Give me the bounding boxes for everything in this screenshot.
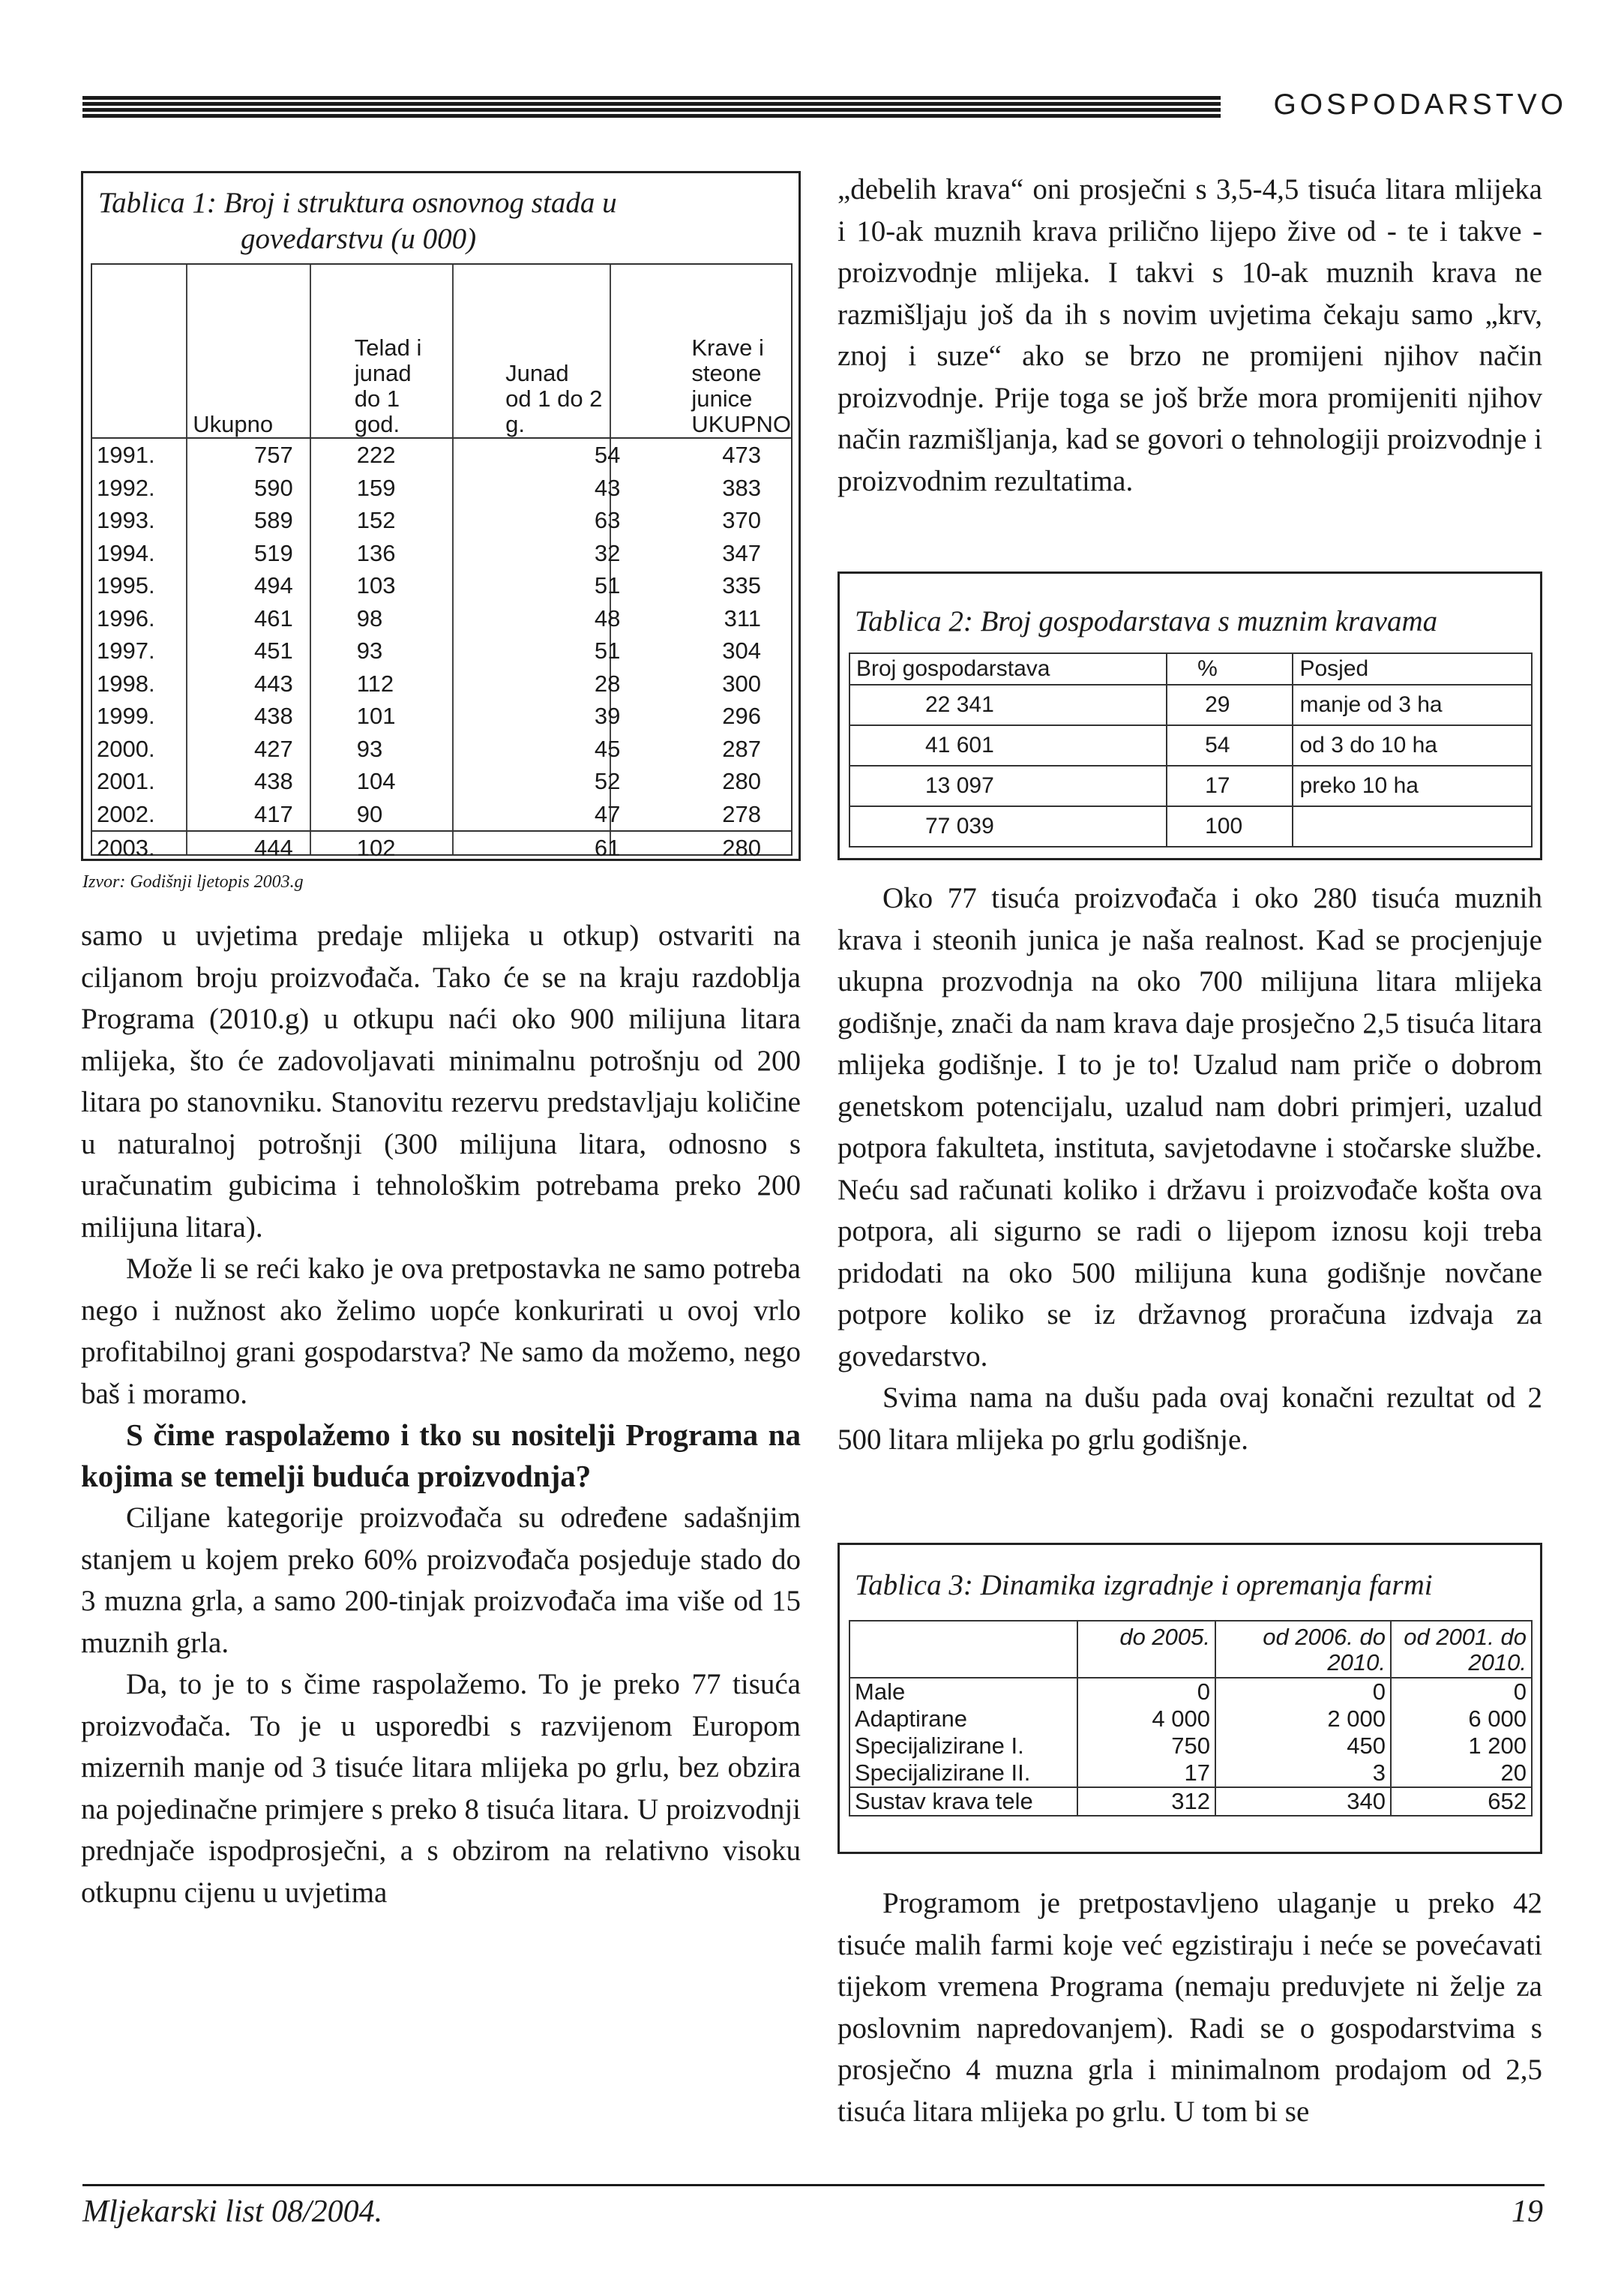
- table1-row-cell: 300: [722, 670, 761, 697]
- table1-row-cell: 47: [594, 800, 621, 827]
- right-column-top: [837, 169, 1542, 502]
- table3-row-cell: Specijalizirane I.: [849, 1732, 1077, 1760]
- table1-row-cell: 54: [594, 442, 621, 468]
- table3-body: [849, 1678, 1532, 1816]
- table3-row: [849, 1706, 1532, 1732]
- table2-row: [849, 725, 1532, 766]
- table1-row-cell: 347: [722, 539, 761, 566]
- table2-caption: Tablica 2: Broj gospodarstava s muznim kravama: [855, 605, 1438, 638]
- table1-box: [81, 171, 801, 861]
- table2-row-cell: 77 039: [849, 806, 1167, 847]
- table3-row-cell: 20: [1391, 1760, 1532, 1787]
- table3-row-cell: 652: [1391, 1787, 1532, 1816]
- table1-row-cell: 311: [724, 604, 761, 632]
- footer-journal: Mljekarski list 08/2004.: [82, 2194, 383, 2229]
- table1-row: [92, 472, 791, 505]
- table1-row: [92, 798, 791, 832]
- table1-header-total: Ukupno: [184, 265, 337, 438]
- table2-row: [849, 766, 1532, 806]
- table1-row: [92, 504, 791, 537]
- right-paragraph-1: „debelih krava“ oni prosječni s 3,5-4,5 tisuća litara mlijeka i 10-ak muznih krava prilično lijepo žive od - te i takve - proizvodnje mlijeka. I takvi s 10-ak muznih krava ne razmišljaju još da ih s novim uvjetima čekaju samo „krv, znoj i suze“ ako se brzo ne promijeni njihov način proizvodnje. Prije toga se još brže mora promijeniti njihov način razmišljanja, kad se govori o tehnologiji proizvodnje i proizvodnim rezultatima.: [837, 173, 1542, 497]
- table1-row-cell: 589: [253, 507, 293, 533]
- table1-row-cell: 757: [253, 442, 293, 468]
- table1-row-cell: 451: [253, 638, 293, 664]
- table1-row-cell: 280: [658, 831, 791, 865]
- table1-row-cell: 335: [722, 572, 761, 598]
- section-title: GOSPODARSTVO: [1273, 88, 1567, 121]
- table1-row-cell: 51: [594, 638, 621, 664]
- table1-row-cell: 63: [594, 507, 621, 533]
- table2-row-cell: od 3 do 10 ha: [1293, 725, 1532, 766]
- table2-header-row: Broj gospodarstava % Posjed: [849, 653, 1532, 685]
- table3-row-cell: Male: [849, 1678, 1077, 1706]
- table3-row-cell: 0: [1215, 1678, 1391, 1706]
- table1-row-cell: 519: [253, 539, 293, 566]
- table1-row-cell: 287: [722, 735, 761, 762]
- table1-row-cell: 51: [594, 572, 621, 598]
- table1-row-cell: 438: [253, 703, 293, 729]
- section-heading: S čime raspolažemo i tko su nositelji Programa na kojima se temelji buduća proizvodnja?: [81, 1418, 801, 1493]
- right-paragraph-2: Oko 77 tisuća proizvođača i oko 280 tisuća muznih krava i steonih junica je naša realnost. Kad se procjenjuje ukupna prozvodnja na oko 700 milijuna litara mlijeka godišnje, znači da nam krava daje prosječno 2,5 tisuća litara mlijeka godišnje. I to je to! Uzalud nam priče o dobrom genetskom potencijalu, uzalud nam dobri primjeri, uzalud potpora fakulteta, instituta, savjetodavne i stočarske službe. Neću sad računati koliko i državu i proizvođače košta ova potpora, ali sigurno se radi o lijepom iznosu koji treba pridodati na oko 500 milijuna kuna godišnje novčane potpore koliko se iz državnog proračuna izdvaja za govedarstvo.: [837, 882, 1542, 1372]
- table1-row-cell: 590: [253, 474, 293, 501]
- table1-row-cell: 1999.: [97, 703, 155, 729]
- table1-row-cell: 2001.: [97, 768, 155, 794]
- table3-row: [849, 1787, 1532, 1816]
- table1-row-cell: 1995.: [97, 572, 155, 598]
- table1-row-cell: 1993.: [97, 507, 155, 533]
- table1-row-cell: 278: [722, 800, 761, 827]
- table1-row-cell: 383: [722, 474, 761, 501]
- table1-row: [92, 831, 791, 865]
- table2-row-cell: 13 097: [849, 766, 1167, 806]
- table1-row-cell: 61: [483, 831, 658, 865]
- table3-row: [849, 1760, 1532, 1787]
- table3-row-cell: 6 000: [1391, 1706, 1532, 1732]
- table1-header-row: [92, 265, 791, 438]
- table1-row-cell: 93: [356, 638, 383, 664]
- table1-row-cell: 304: [722, 638, 761, 664]
- page-number: 19: [1512, 2194, 1543, 2229]
- table1-row-cell: 2003.: [92, 831, 184, 865]
- table3-row-cell: Adaptirane: [849, 1706, 1077, 1732]
- table1-row-cell: 280: [722, 768, 761, 794]
- table1-row-cell: 2000.: [97, 735, 155, 762]
- table1-row-cell: 48: [594, 604, 621, 632]
- table1-row-cell: 1996.: [97, 604, 155, 632]
- table1-row: [92, 438, 791, 472]
- table2-row: [849, 685, 1532, 725]
- table1-row-cell: 32: [594, 539, 621, 566]
- table3-header-row: do 2005. od 2006. do 2010. od 2001. do 2010.: [849, 1621, 1532, 1678]
- table3-box: [837, 1543, 1542, 1854]
- table1-row-cell: 102: [338, 831, 483, 865]
- table1-row-cell: 136: [356, 539, 396, 566]
- table1-row-cell: 28: [594, 670, 621, 697]
- table3-row-cell: 0: [1391, 1678, 1532, 1706]
- table1-row-cell: 52: [594, 768, 621, 794]
- table3: [849, 1620, 1533, 1816]
- table3-row-cell: Specijalizirane II.: [849, 1760, 1077, 1787]
- table1-row-cell: 1997.: [97, 638, 155, 664]
- table1-row-cell: 494: [253, 572, 293, 598]
- table2-row-cell: 54: [1167, 725, 1293, 766]
- left-column: [81, 915, 801, 1913]
- table2-row: [849, 806, 1532, 847]
- table1-row-cell: 370: [722, 507, 761, 533]
- table3-row-cell: 2 000: [1215, 1706, 1391, 1732]
- table1-row-cell: 43: [594, 474, 621, 501]
- table1-row: [92, 602, 791, 635]
- table1-row: [92, 733, 791, 766]
- table1-row-cell: 159: [356, 474, 396, 501]
- table1-grid: [91, 263, 793, 861]
- table1-header-cows: Krave i steone junice UKUPNO: [658, 265, 791, 438]
- table2-body: [849, 685, 1532, 847]
- table3-row-cell: 0: [1077, 1678, 1215, 1706]
- table1-header-year: [92, 265, 184, 438]
- table1-row-cell: 1992.: [97, 474, 155, 501]
- table1-row-cell: 104: [356, 768, 396, 794]
- table3-row: [849, 1732, 1532, 1760]
- table3-row-cell: 450: [1215, 1732, 1391, 1760]
- table3-row-cell: Sustav krava tele: [849, 1787, 1077, 1816]
- table1-row: [92, 668, 791, 700]
- table3-row-cell: 312: [1077, 1787, 1215, 1816]
- table2-row-cell: preko 10 ha: [1293, 766, 1532, 806]
- table1-row-cell: 427: [253, 735, 293, 762]
- table1-row: [92, 569, 791, 602]
- table1-row-cell: 1998.: [97, 670, 155, 697]
- left-paragraph-1: samo u uvjetima predaje mlijeka u otkup) ostvariti na ciljanom broju proizvođača. Tako će se na kraju razdoblja Programa (2010.g) u otkupu naći oko 900 milijuna litara mlijeka, što će zadovoljavati minimalnu potrošnju od 200 litara po stanovniku. Stanovitu rezervu predstavljaju količine u naturalnoj potrošnji (300 milijuna litara, odnosno s uračunatim gubicima i tehnološkim potrebama preko 200 milijuna litara).: [81, 920, 801, 1244]
- right-paragraph-3: Svima nama na dušu pada ovaj konačni rezultat od 2 500 litara mlijeka po grlu godišnje.: [837, 1382, 1542, 1456]
- table1-row-cell: 93: [356, 735, 383, 762]
- header-rule: [82, 96, 1221, 123]
- table3-row-cell: 1 200: [1391, 1732, 1532, 1760]
- table1-row-cell: 152: [356, 507, 396, 533]
- table1-row-cell: 461: [253, 604, 293, 632]
- table1-row-cell: 296: [722, 703, 761, 729]
- table2-row-cell: manje od 3 ha: [1293, 685, 1532, 725]
- table1-header-heifers: Junad od 1 do 2 g.: [483, 265, 658, 438]
- table3-row-cell: 17: [1077, 1760, 1215, 1787]
- table1-caption: Tablica 1: Broj i struktura osnovnog stada u govedarstvu (u 000): [98, 187, 617, 255]
- table1-row-cell: 444: [184, 831, 337, 865]
- table1-row-cell: 1991.: [97, 442, 155, 468]
- table1: [92, 265, 791, 865]
- table2-row-cell: 41 601: [849, 725, 1167, 766]
- table2-box: [837, 572, 1542, 860]
- table1-row-cell: 101: [356, 703, 396, 729]
- table1-row-cell: 103: [356, 572, 396, 598]
- footer-rule: [82, 2184, 1545, 2186]
- table1-row: [92, 700, 791, 733]
- table1-body: [92, 438, 791, 865]
- table3-row: [849, 1678, 1532, 1706]
- table1-row-cell: 417: [253, 800, 293, 827]
- right-column-middle: [837, 878, 1542, 1460]
- table1-row-cell: 473: [722, 442, 761, 468]
- left-paragraph-3: Ciljane kategorije proizvođača su određene sadašnjim stanjem u kojem preko 60% proizvođača posjeduje stado do 3 muzna grla, a samo 200-tinjak proizvođača ima više od 15 muznih grla.: [81, 1502, 801, 1659]
- table1-row: [92, 765, 791, 798]
- table1-row-cell: 1994.: [97, 539, 155, 566]
- table3-row-cell: 3: [1215, 1760, 1391, 1787]
- table2-row-cell: 17: [1167, 766, 1293, 806]
- table3-row-cell: 4 000: [1077, 1706, 1215, 1732]
- table2-row-cell: 100: [1167, 806, 1293, 847]
- table1-header-calves: Telad i junad do 1 god.: [338, 265, 483, 438]
- table1-row-cell: 98: [356, 604, 383, 632]
- table2: [849, 652, 1533, 848]
- left-paragraph-2: Može li se reći kako je ova pretpostavka ne samo potreba nego i nužnost ako želimo uopće konkurirati u ovoj vrlo profitabilnoj grani gospodarstva? Ne samo da možemo, nego baš i moramo.: [81, 1252, 801, 1410]
- table3-row-cell: 750: [1077, 1732, 1215, 1760]
- table1-row-cell: 2002.: [97, 800, 155, 827]
- table1-row-cell: 90: [356, 800, 383, 827]
- table2-row-cell: 29: [1167, 685, 1293, 725]
- table1-row-cell: 45: [594, 735, 621, 762]
- table1-row-cell: 438: [253, 768, 293, 794]
- table1-row-cell: 112: [356, 670, 394, 697]
- table1-row-cell: 443: [253, 670, 293, 697]
- table1-row-cell: 222: [356, 442, 396, 468]
- table3-caption: Tablica 3: Dinamika izgradnje i opremanja farmi: [855, 1569, 1433, 1601]
- table3-row-cell: 340: [1215, 1787, 1391, 1816]
- table1-row-cell: 39: [594, 703, 621, 729]
- table1-row: [92, 537, 791, 570]
- right-paragraph-4: Programom je pretpostavljeno ulaganje u preko 42 tisuće malih farmi koje već egzistiraju i neće se povećavati tijekom vremena Programa (nemaju preduvjete ni želje za poslovnim napredovanjem). Radi se o gospodarstvima s prosječno 4 muzna grla i minimalnom prodajom od 2,5 tisuća litara mlijeka po grlu. U tom bi se: [837, 1887, 1542, 2128]
- left-paragraph-4: Da, to je to s čime raspolažemo. To je preko 77 tisuća proizvođača. To je u usporedbi s razvijenom Europom mizernih manje od 3 tisuće litara mlijeka po grlu, bez obzira na pojedinačne primjere s preko 8 tisuća litara. U proizvodnji prednjače ispodprosječni, a s obzirom na relativno visoku otkupnu cijenu u uvjetima: [81, 1668, 801, 1909]
- table2-row-cell: 22 341: [849, 685, 1167, 725]
- table1-row: [92, 634, 791, 668]
- right-column-bottom: [837, 1882, 1542, 2132]
- table1-source: Izvor: Godišnji ljetopis 2003.g: [82, 872, 304, 892]
- table2-row-cell: [1293, 806, 1532, 847]
